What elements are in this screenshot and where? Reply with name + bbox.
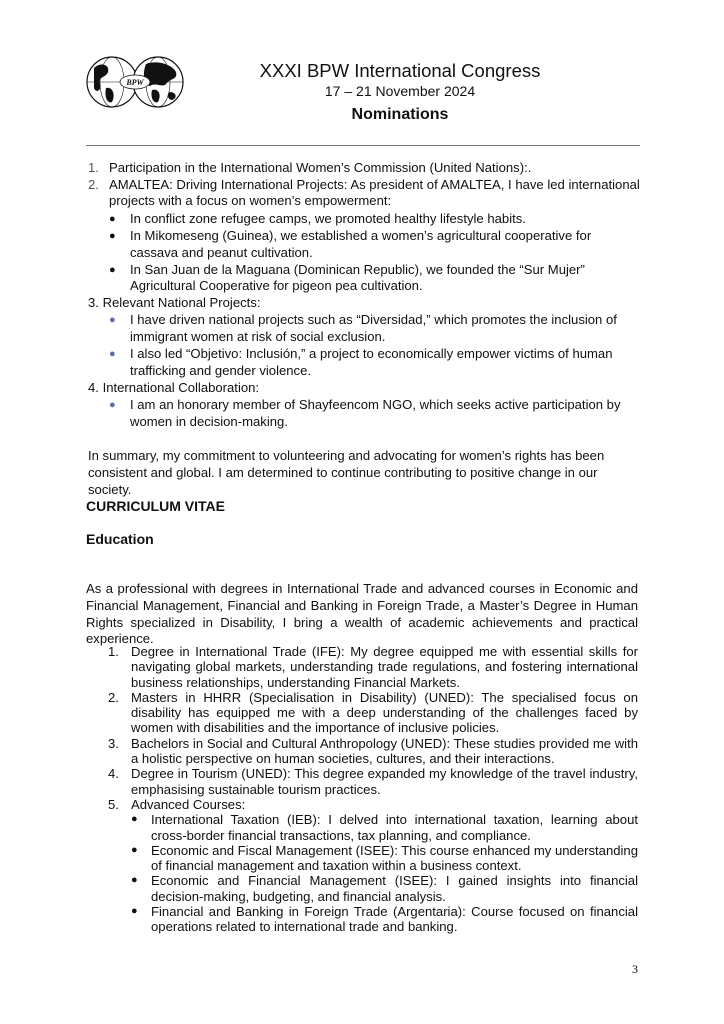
bullet-icon: ● bbox=[109, 212, 116, 225]
bullet-text: In conflict zone refugee camps, we promoted healthy lifestyle habits. bbox=[130, 210, 526, 226]
list-number: 2. bbox=[108, 689, 119, 705]
bullet-item bbox=[109, 211, 640, 228]
education-list bbox=[108, 644, 638, 935]
list-heading: 3. Relevant National Projects: bbox=[88, 295, 261, 311]
list-number: 3. bbox=[108, 735, 119, 751]
bullet-item bbox=[131, 904, 638, 935]
list-number: 2. bbox=[88, 176, 99, 192]
bullet-icon: ● bbox=[131, 905, 138, 918]
bullet-icon: ● bbox=[109, 229, 116, 242]
list-item-text: Bachelors in Social and Cultural Anthropology (UNED): These studies provided me with a holistic perspective on human societies, cultures, and their interactions. bbox=[131, 735, 638, 767]
nominations-heading: Nominations bbox=[351, 106, 449, 123]
bullet-item bbox=[131, 843, 638, 874]
bullet-text: International Taxation (IEB): I delved into international taxation, learning about cross-border financial transactions, tax planning, and compliance. bbox=[151, 812, 638, 843]
list-item bbox=[88, 177, 640, 210]
bullet-item bbox=[131, 873, 638, 904]
congress-dates: 17 – 21 November 2024 bbox=[324, 83, 476, 99]
list-item-text: Degree in International Trade (IFE): My degree equipped me with essential skills for navigating global markets, understanding trade regulations, and fostering international business relationships, understanding Financial Markets. bbox=[131, 644, 638, 690]
bullet-text: In San Juan de la Maguana (Dominican Republic), we founded the “Sur Mujer” Agricultural Cooperative for pigeon pea cultivation. bbox=[130, 261, 585, 294]
bullet-icon: ● bbox=[109, 314, 116, 327]
list-item-text: Advanced Courses: bbox=[131, 796, 246, 812]
bullet-icon: ● bbox=[131, 813, 138, 826]
list-item bbox=[88, 160, 640, 177]
bpw-globes-logo-icon bbox=[86, 54, 184, 110]
list-number: 5. bbox=[108, 796, 119, 812]
bullet-item bbox=[109, 312, 640, 345]
bullet-item bbox=[109, 346, 640, 379]
bullet-icon: ● bbox=[131, 843, 138, 856]
bullet-icon: ● bbox=[109, 348, 116, 361]
education-intro: As a professional with degrees in International Trade and advanced courses in Economic and Financial Management, Financial and Banking in Foreign Trade, a Master’s Degree in Human Rights specialized in Disability, I bring a wealth of academic achievements and practical experience. bbox=[86, 581, 638, 647]
bullet-text: I am an honorary member of Shayfeencom NGO, which seeks active participation by women in decision-making. bbox=[130, 396, 621, 429]
list-item bbox=[108, 797, 638, 812]
list-item bbox=[108, 766, 638, 797]
list-item bbox=[108, 644, 638, 690]
projects-list bbox=[88, 160, 640, 430]
bullet-item bbox=[109, 262, 640, 295]
bullet-icon: ● bbox=[131, 874, 138, 887]
list-number: 1. bbox=[88, 160, 99, 175]
list-item-text: Masters in HHRR (Specialisation in Disability) (UNED): The specialised focus on disability has equipped me with a deep understanding of the challenges faced by women with disabilities and the importance of inclusive policies. bbox=[131, 689, 638, 736]
congress-title: XXXI BPW International Congress bbox=[259, 60, 541, 81]
education-heading: Education bbox=[86, 531, 154, 547]
bullet-item bbox=[109, 228, 640, 261]
list-item bbox=[108, 736, 638, 767]
list-item-text: AMALTEA: Driving International Projects: As president of AMALTEA, I have led international projects with a focus on women’s empowerment: bbox=[109, 176, 640, 209]
list-heading: 4. International Collaboration: bbox=[88, 379, 260, 395]
bullet-icon: ● bbox=[109, 398, 116, 411]
header-divider bbox=[86, 145, 640, 146]
list-number: 4. bbox=[108, 766, 119, 782]
list-number: 1. bbox=[108, 644, 119, 659]
list-item bbox=[108, 690, 638, 736]
svg-text:BPW: BPW bbox=[126, 78, 144, 87]
bullet-text: In Mikomeseng (Guinea), we established a women’s agricultural cooperative for cassava and peanut cultivation. bbox=[130, 227, 592, 260]
bullet-text: I have driven national projects such as “Diversidad,” which promotes the inclusion of immigrant women at risk of social exclusion. bbox=[130, 312, 617, 345]
bullet-icon: ● bbox=[109, 263, 116, 276]
bullet-text: Economic and Fiscal Management (ISEE): This course enhanced my understanding of financial management and taxation within a business context. bbox=[151, 842, 638, 874]
summary-paragraph: In summary, my commitment to volunteering and advocating for women’s rights has been consistent and global. I am determined to continue contributing to positive change in our society. bbox=[88, 448, 605, 497]
bullet-text: I also led “Objetivo: Inclusión,” a project to economically empower victims of human trafficking and gender violence. bbox=[130, 346, 613, 378]
bullet-item bbox=[131, 812, 638, 843]
list-item-text: Degree in Tourism (UNED): This degree expanded my knowledge of the travel industry, emphasising sustainable tourism practices. bbox=[131, 766, 638, 797]
bullet-text: Financial and Banking in Foreign Trade (Argentaria): Course focused on financial operations related to international trade and banking. bbox=[151, 904, 638, 935]
page-number: 3 bbox=[632, 962, 638, 976]
cv-heading: CURRICULUM VITAE bbox=[86, 498, 225, 514]
list-item-text: Participation in the International Women’s Commission (United Nations):. bbox=[109, 160, 532, 175]
bullet-item bbox=[109, 397, 640, 430]
bullet-text: Economic and Financial Management (ISEE): I gained insights into financial decision-making, budgeting, and financial analysis. bbox=[151, 873, 638, 904]
